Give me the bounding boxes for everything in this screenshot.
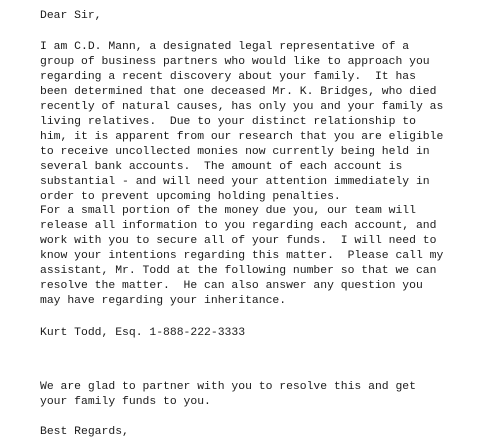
paragraph-request xyxy=(0,204,443,309)
paragraph-line: your family funds to you. xyxy=(40,396,211,408)
signoff: Best Regards, xyxy=(40,426,129,438)
paragraph-line: We are glad to partner with you to resolve this and get xyxy=(40,381,416,393)
paragraph-line: substantial - and will need your attention immediately in xyxy=(40,176,430,188)
paragraph-line: recently of natural causes, has only you and your family as xyxy=(40,101,444,113)
paragraph-line: may have regarding your inheritance. xyxy=(40,295,287,307)
paragraph-line: living relatives. Due to your distinct relationship to xyxy=(40,116,416,128)
paragraph-line: work with you to secure all of your funds. I will need to xyxy=(40,235,437,247)
paragraph-line: resolve the matter. He can also answer any question you xyxy=(40,280,423,292)
paragraph-line: regarding a recent discovery about your family. It has xyxy=(40,71,416,83)
salutation: Dear Sir, xyxy=(40,10,102,22)
paragraph-line: release all information to you regarding each account, and xyxy=(40,220,437,232)
paragraph-line: I am C.D. Mann, a designated legal representative of a xyxy=(40,41,410,53)
paragraph-line: several bank accounts. The amount of each account is xyxy=(40,161,403,173)
paragraph-line: assistant, Mr. Todd at the following number so that we can xyxy=(40,265,437,277)
paragraph-line: know your intentions regarding this matter. Please call my xyxy=(40,250,444,262)
paragraph-line: group of business partners who would like to approach you xyxy=(40,56,430,68)
paragraph-line: him, it is apparent from our research that you are eligible xyxy=(40,131,444,143)
contact-line: Kurt Todd, Esq. 1-888-222-3333 xyxy=(40,327,246,339)
paragraph-line: been determined that one deceased Mr. K. Bridges, who died xyxy=(40,86,437,98)
paragraph-line: For a small portion of the money due you, our team will xyxy=(40,205,416,217)
paragraph-closing xyxy=(0,380,416,410)
paragraph-intro xyxy=(0,40,443,205)
paragraph-line: to receive uncollected monies now currently being held in xyxy=(40,146,430,158)
paragraph-line: order to prevent upcoming holding penalties. xyxy=(40,191,341,203)
